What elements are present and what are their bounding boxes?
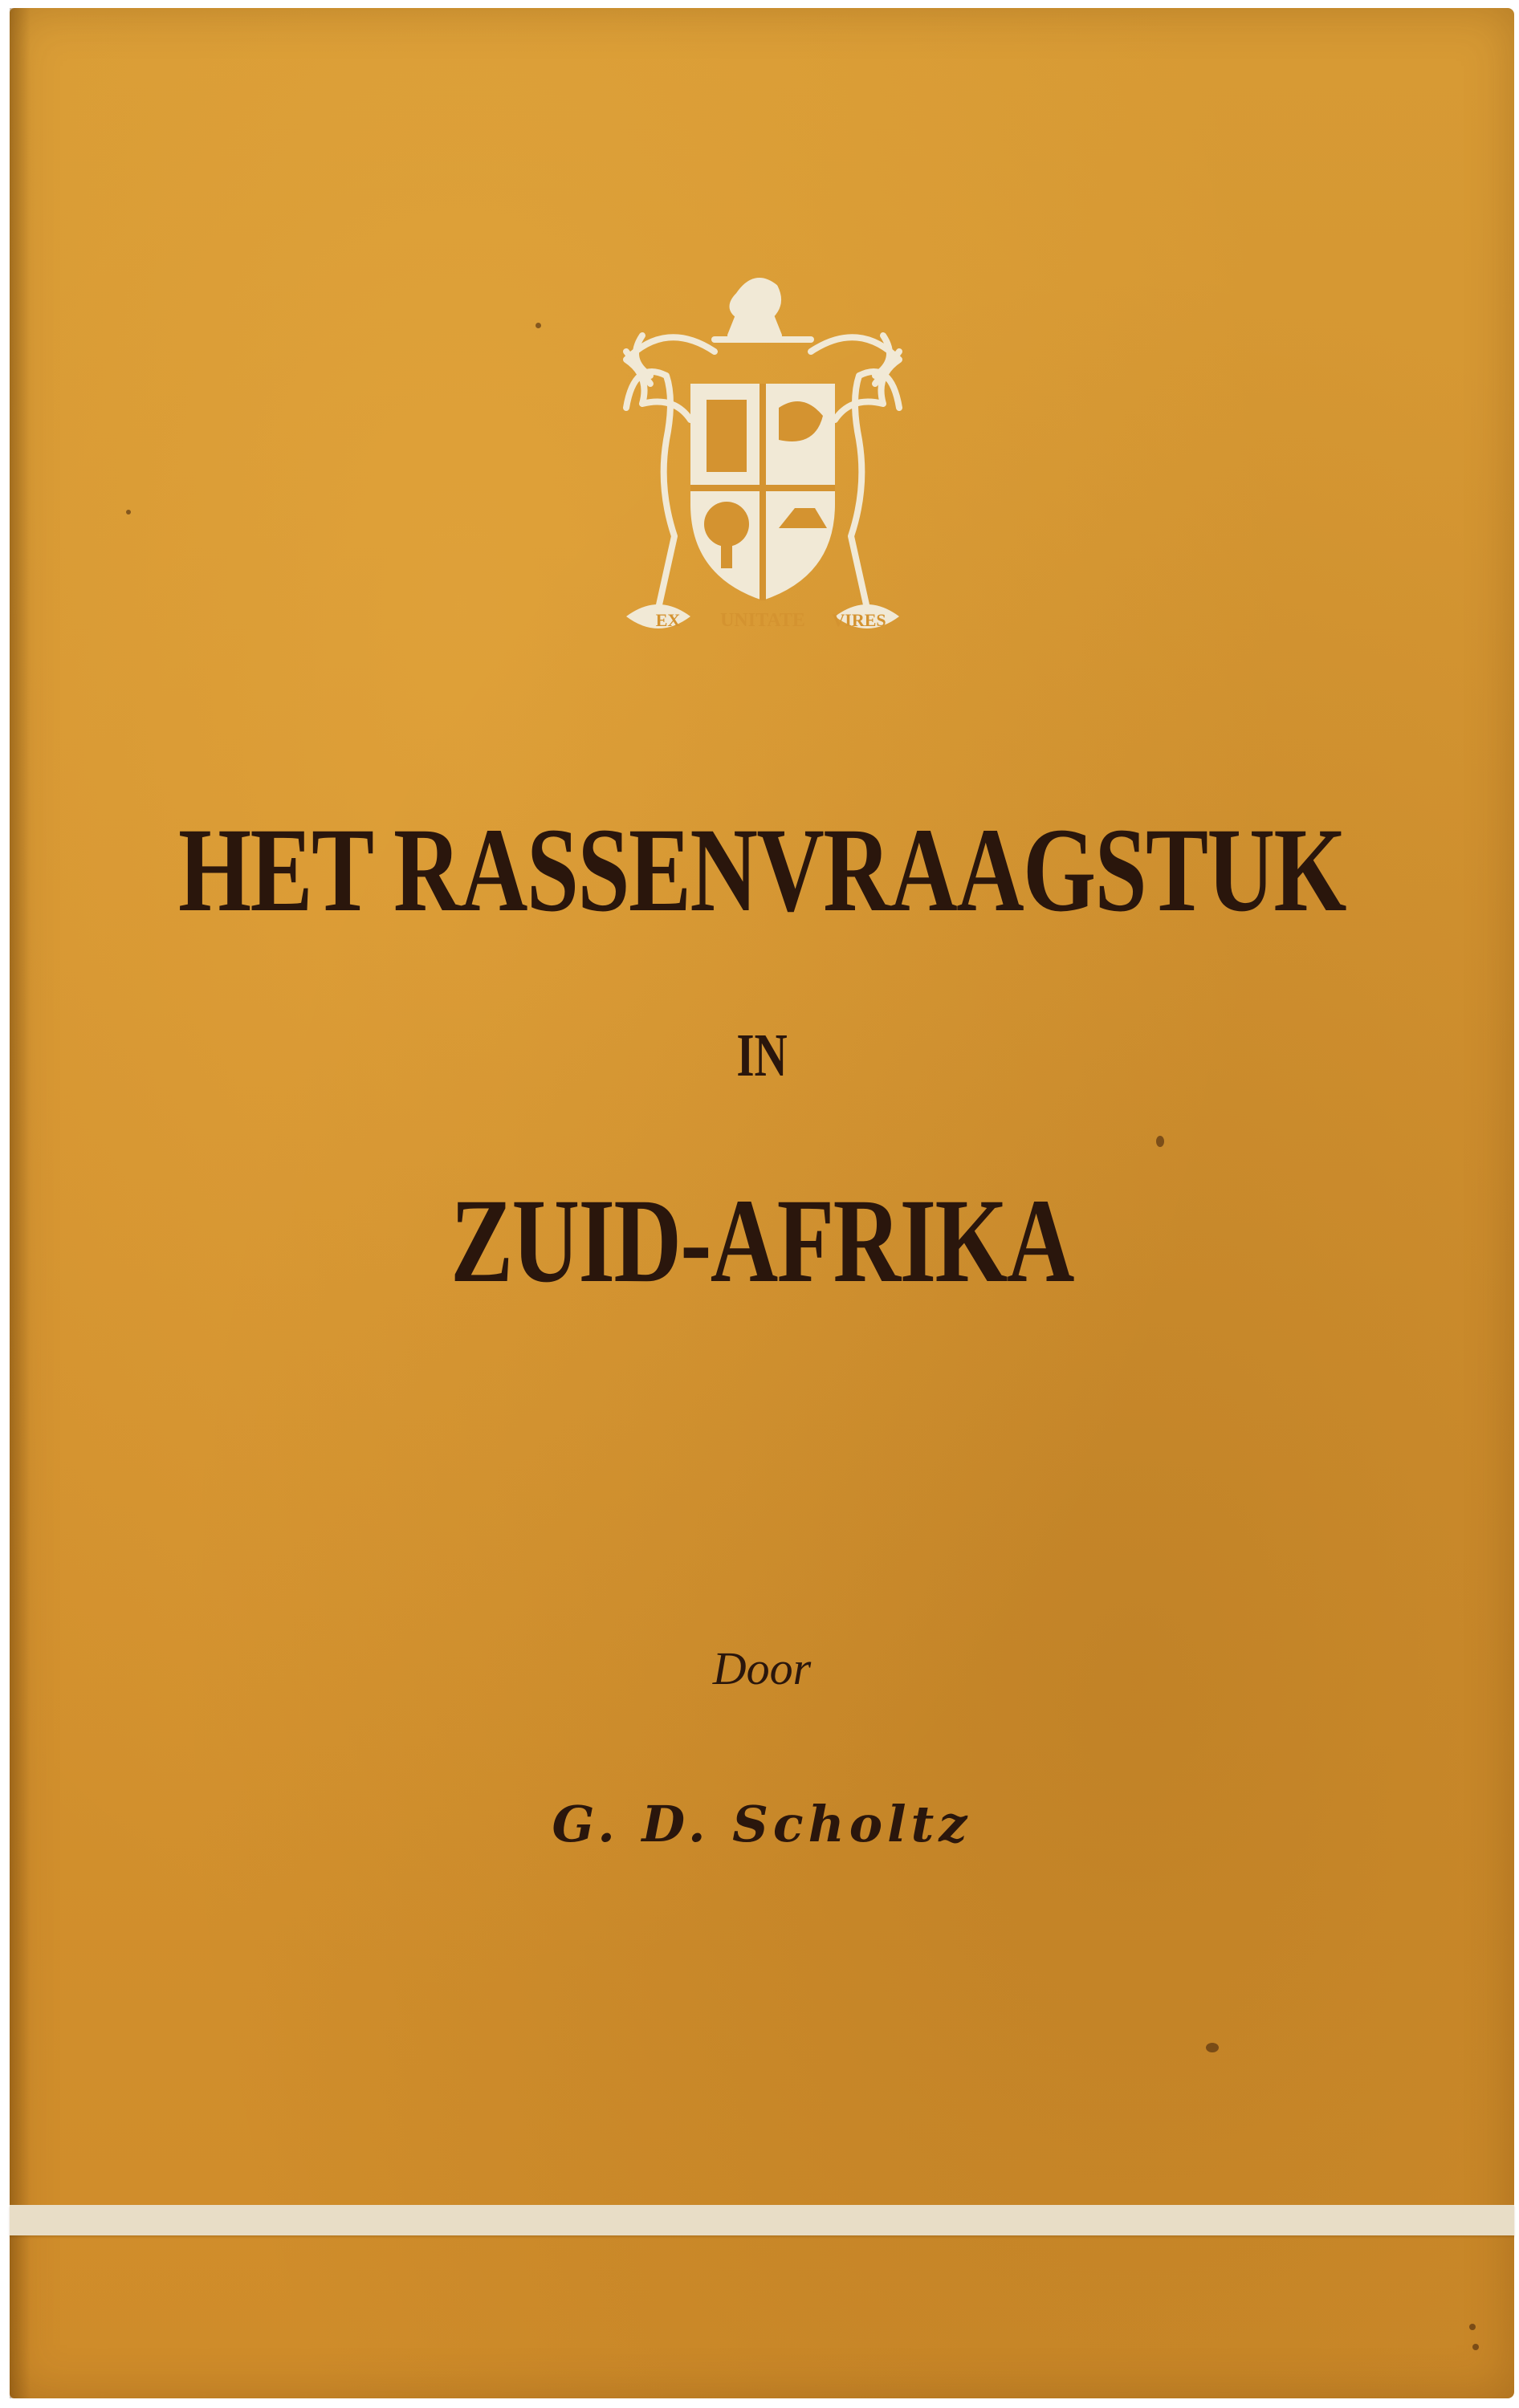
paper-speck (126, 510, 131, 515)
coat-of-arms-icon (594, 263, 931, 649)
author-name: G. D. Scholtz (552, 1795, 972, 1853)
motto-right: VIRES (832, 610, 886, 630)
spine-edge (10, 8, 31, 2398)
paper-speck (1156, 1136, 1164, 1147)
paper-speck (1469, 2324, 1476, 2330)
title-line-1: HET RASSENVRAAGSTUK (178, 803, 1346, 937)
motto-center: UNITATE (720, 610, 805, 631)
cover-stripe (10, 2205, 1514, 2235)
title-line-3: ZUID-AFRIKA (450, 1174, 1073, 1308)
book-cover (10, 8, 1514, 2398)
motto-left: EX (655, 610, 681, 630)
paper-speck (1472, 2344, 1479, 2350)
paper-speck (536, 323, 541, 328)
paper-speck (1206, 2043, 1219, 2052)
title-line-2: IN (736, 1022, 788, 1089)
byline: Door (712, 1642, 812, 1694)
